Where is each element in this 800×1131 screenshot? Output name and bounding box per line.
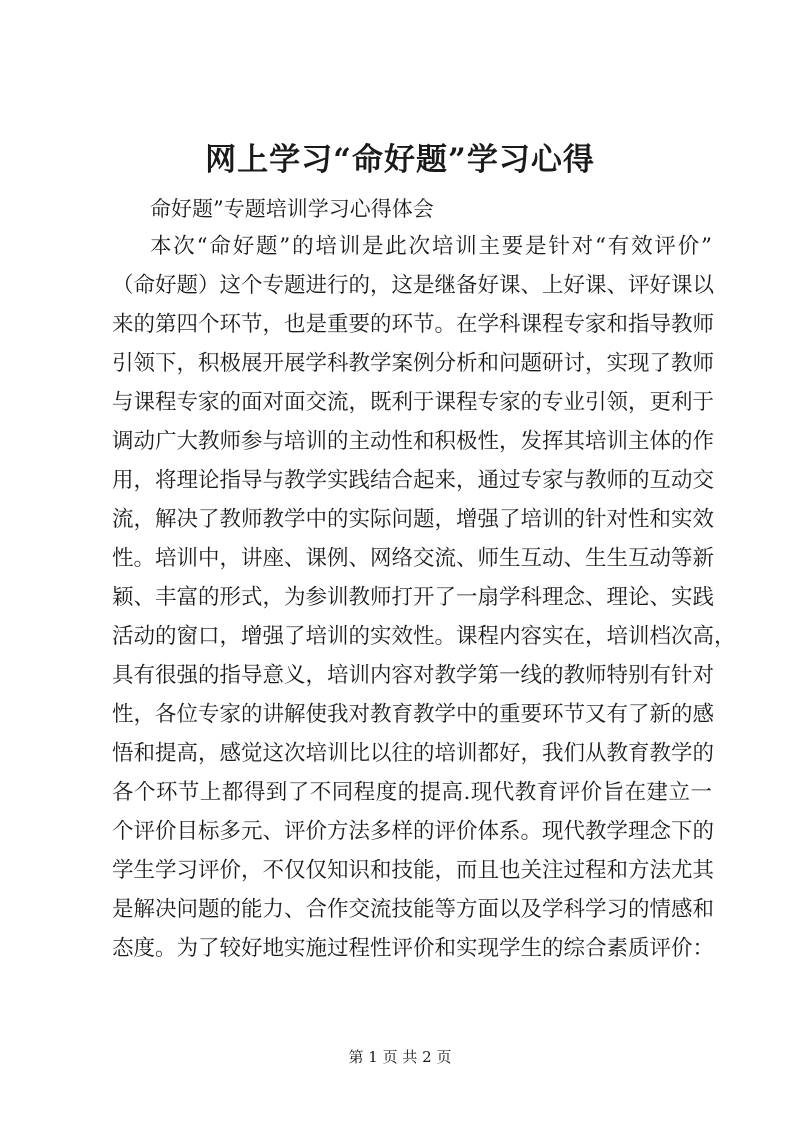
- body-line: 调动广大教师参与培训的主动性和积极性，发挥其培训主体的作: [112, 429, 715, 454]
- body-line: 各个环节上都得到了不同程度的提高.现代教育评价旨在建立一: [112, 780, 712, 805]
- body-line: 流，解决了教师教学中的实际问题，增强了培训的针对性和实效: [112, 507, 715, 532]
- body-line: 来的第四个环节，也是重要的环节。在学科课程专家和指导教师: [112, 312, 715, 337]
- body-line: 引领下，积极展开展学科教学案例分析和问题研讨，实现了教师: [112, 351, 715, 376]
- body-line: （命好题）这个专题进行的，这是继备好课、上好课、评好课以: [112, 273, 715, 298]
- body-line: 本次“命好题”的培训是此次培训主要是针对“有效评价”: [150, 234, 712, 259]
- body-line: 活动的窗口，增强了培训的实效性。课程内容实在，培训档次高，: [112, 624, 736, 649]
- body-line: 悟和提高，感觉这次培训比以往的培训都好，我们从教育教学的: [112, 741, 715, 766]
- body-line: 颖、丰富的形式，为参训教师打开了一扇学科理念、理论、实践: [112, 585, 715, 610]
- body-line: 态度。为了较好地实施过程性评价和实现学生的综合素质评价：: [112, 936, 715, 961]
- page-footer: 第 1 页 共 2 页: [348, 1048, 452, 1066]
- body-line: 个评价目标多元、评价方法多样的评价体系。现代教学理念下的: [112, 819, 715, 844]
- body-line: 性，各位专家的讲解使我对教育教学中的重要环节又有了新的感: [112, 702, 715, 727]
- body-line: 与课程专家的面对面交流，既利于课程专家的专业引领，更利于: [112, 390, 715, 415]
- body-line: 具有很强的指导意义，培训内容对教学第一线的教师特别有针对: [112, 663, 715, 688]
- body-line: 是解决问题的能力、合作交流技能等方面以及学科学习的情感和: [112, 897, 715, 922]
- document-title: 网上学习“命好题”学习心得: [205, 142, 595, 178]
- document-subtitle: 命好题”专题培训学习心得体会: [150, 197, 434, 221]
- body-line: 用，将理论指导与教学实践结合起来，通过专家与教师的互动交: [112, 468, 715, 493]
- body-line: 性。培训中，讲座、课例、网络交流、师生互动、生生互动等新: [112, 546, 715, 571]
- body-line: 学生学习评价，不仅仅知识和技能，而且也关注过程和方法尤其: [112, 858, 715, 883]
